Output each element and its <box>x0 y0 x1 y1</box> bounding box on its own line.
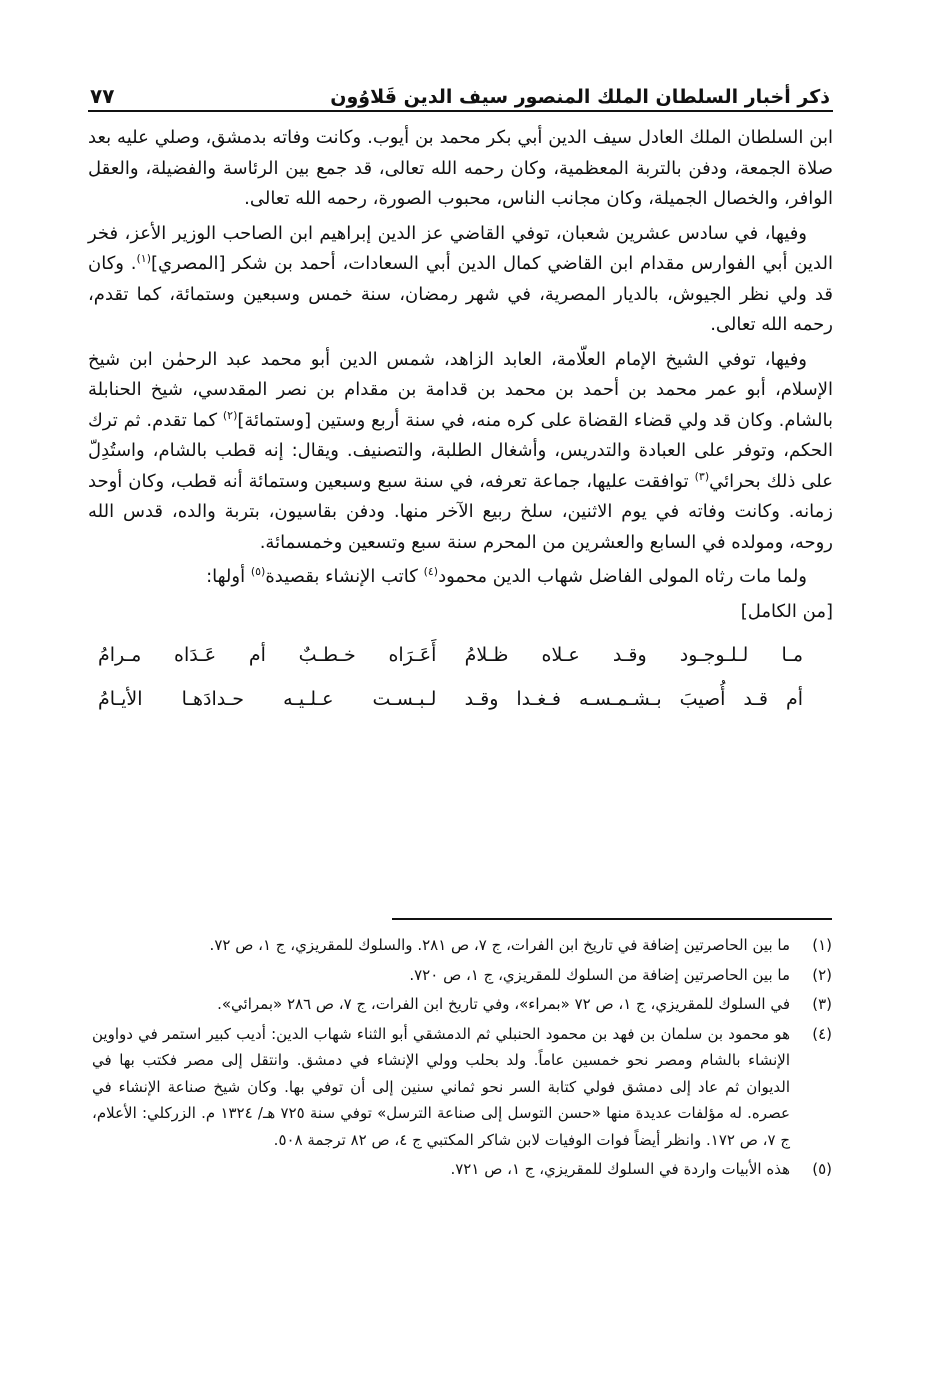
footnote-ref-1: (١) <box>136 252 152 265</box>
footnote <box>92 1156 832 1183</box>
paragraph-4: ولما مات رثاه المولى الفاضل شهاب الدين محمود$^{(٤)}$ كاتب الإنشاء بقصيدة$^{(٥)}$ أولها: <box>206 565 807 587</box>
verse <box>88 633 833 677</box>
footnote-text: في السلوك للمقريزي، ج ١، ص ٧٢ «بمراء»، وفي تاريخ ابن الفرات، ج ٧، ص ٢٨٦ «بمرائي». <box>217 995 790 1013</box>
paragraph-3: وفيها، توفي الشيخ الإمام العلّامة، العابد الزاهد، شمس الدين أبو محمد عبد الرحمٰن ابن شيخ الإسلام، أبو عمر محمد بن أحمد بن محمد بن قدامة بن مقدام بن نصر المقدسي، شيخ الحنابلة بالشام. وكان قد ولي قضاء القضاة على كره منه، في سنة أربع وستين [وستمائة]$^{(٢)}$ كما تقدم. ثم ترك الحكم، وتوفر على العبادة والتدريس، وأشغال الطلبة، والتصنيف. ويقال: إنه قطب بالشام، واستُدِلّ على ذلك بحرائي$^{(٣)}$ توافقت عليها، جماعة تعرفه، في سنة سبع وسبعين وستمائة أنه قطب، وكان أوحد زمانه. وكانت وفاته في يوم الاثنين، سلخ ربيع الآخر منها. ودفن بقاسيون، بتربة والده، قدس الله روحه، ومولده في السابع والعشرين من المحرم سنة سبع وتسعين وخمسمائة. <box>88 348 834 553</box>
footnote-text: ما بين الحاصرتين إضافة من السلوك للمقريزي، ج ١، ص ٧٢٠. <box>409 965 790 984</box>
footnote-text: هذه الأبيات واردة في السلوك للمقريزي، ج ١، ص ٧٢١. <box>450 1160 790 1178</box>
poem-meter: [من الكامل] <box>740 600 833 622</box>
footnote-number: (٥) <box>812 1160 832 1178</box>
footnote-separator <box>392 918 832 920</box>
footnote-text: ما بين الحاصرتين إضافة في تاريخ ابن الفرات، ج ٧، ص ٢٨١. والسلوك للمقريزي، ج ١، ص ٧٢. <box>209 936 790 954</box>
footnote-ref-5: (٥) <box>250 565 266 578</box>
footnote-number: (٢) <box>812 965 832 984</box>
paragraph-1: ابن السلطان الملك العادل سيف الدين أبي بكر محمد بن أيوب. وكانت وفاته بدمشق، وصلي عليه بعد صلاة الجمعة، ودفن بالتربة المعظمية، وكان رحمه الله تعالى، قد جمع بين الرئاسة والفضيلة، والعقل الوافر، والخصال الجميلة، وكان مجانب الناس، محبوب الصورة، رحمه الله تعالى. <box>88 127 833 209</box>
footnote <box>92 962 832 989</box>
footnote <box>92 1021 832 1154</box>
footnote <box>92 991 832 1018</box>
footnote-number: (٣) <box>812 995 832 1013</box>
poem <box>88 633 833 721</box>
header-rule <box>88 110 833 112</box>
verse-first-hemistich: أم قـد أُصيبَ بـشـمـسـه فـغـدا وقـد <box>464 687 803 710</box>
footnote-ref-3: (٣) <box>694 469 710 483</box>
verse-second-hemistich: أَعَـرَاه خـطـبٌ أم عَـدَاه مـرامُ <box>98 643 437 666</box>
verse-first-hemistich: مـا لـلـوجـود وقـد عـلاه ظـلامُ <box>464 643 803 666</box>
verse-second-hemistich: لـبـسـت عـلـيـه حـدادَهـا الأيـامُ <box>98 687 437 710</box>
paragraph-2: وفيها، في سادس عشرين شعبان، توفي القاضي عز الدين إبراهيم ابن الصاحب الوزير الأعز، فخر الدين أبي الفوارس مقدام ابن القاضي كمال الدين أبي السعادات، أحمد بن شكر [المصري]$^{(١)}$. وكان قد ولي نظر الجيوش، بالديار المصرية، في شهر رمضان، سنة خمس وسبعين وستمائة، كما تقدم، رحمه الله تعالى. <box>88 222 833 335</box>
footnote-text: هو محمود بن سلمان بن فهد بن محمود الحنبلي ثم الدمشقي أبو الثناء شهاب الدين: أديب كبير استمر في دواوين الإنشاء بالشام ومصر نحو خمسين عاماً. ولد بحلب وولي الإنشاء في دمشق. وانتقل إلى مصر فكتب بها في الديوان ثم عاد إلى دمشق فولي كتابة السر نحو ثماني سنين إلى أن توفي بها. وكان شيخ صناعة الإنشاء في عصره. له مؤلفات عديدة منها «حسن التوسل إلى صناعة الترسل» توفي سنة ٧٢٥ هـ/ ١٣٢٤ م. الزركلي: الأعلام، ج ٧، ص ١٧٢. وانظر أيضاً فوات الوفيات لابن شاكر المكتبي ج ٤، ص ٨٢ ترجمة ٥٠٨. <box>92 1024 790 1149</box>
page-header <box>90 70 830 108</box>
footnote-ref-4: (٤) <box>423 565 439 578</box>
verse <box>88 677 833 721</box>
footnote-number: (١) <box>812 936 832 954</box>
page-number: ٧٧ <box>90 84 115 108</box>
footnote-number: (٤) <box>812 1024 832 1043</box>
running-title: ذكر أخبار السلطان الملك المنصور سيف الدين قَلاوُون <box>330 86 830 108</box>
footnote-ref-2: (٢) <box>222 408 238 422</box>
footnotes <box>92 932 832 1186</box>
main-text <box>88 123 833 721</box>
footnote <box>92 932 832 959</box>
